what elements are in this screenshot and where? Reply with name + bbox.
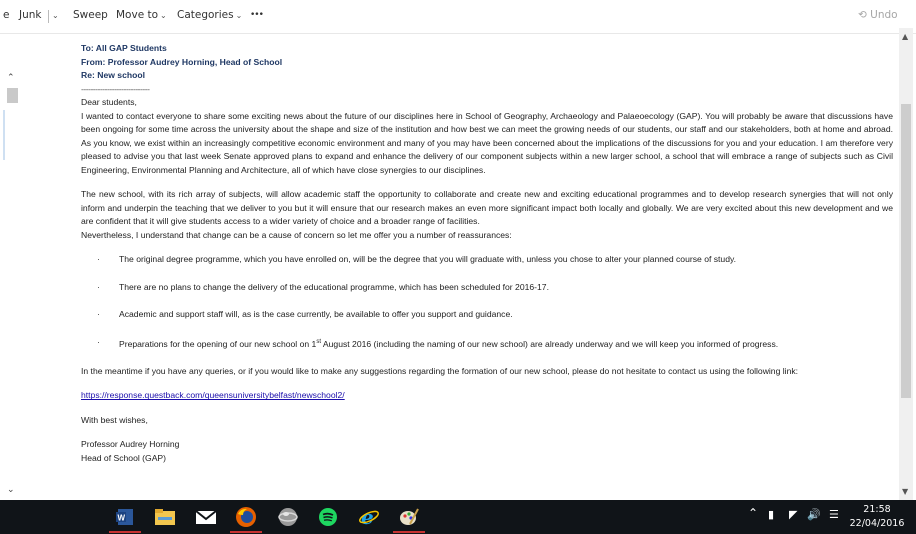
chevron-down-icon: ⌄ [235, 11, 243, 20]
left-scroll-thumb[interactable] [7, 88, 18, 103]
undo-icon: ⟲ [858, 9, 867, 21]
scroll-thumb[interactable] [901, 104, 911, 398]
app-sphere-icon[interactable] [276, 505, 300, 529]
selection-indicator [3, 110, 5, 160]
bullet-point: · [97, 309, 100, 319]
email-from-line: From: Professor Audrey Horning, Head of School [81, 56, 283, 67]
scroll-down-arrow-icon[interactable]: ▼ [902, 487, 909, 496]
left-scroll-down-arrow-icon[interactable]: ⌄ [7, 485, 15, 495]
bullet-point: · [97, 336, 100, 347]
list-item-text: Academic and support staff will, as is the case currently, be available to offer you support and guidance. [119, 309, 513, 319]
move-to-button[interactable] [116, 9, 167, 21]
internet-explorer-icon[interactable] [357, 505, 381, 529]
more-options-button[interactable]: ••• [250, 10, 263, 20]
email-subject-line: Re: New school [81, 70, 145, 80]
signature-title: Head of School (GAP) [81, 452, 167, 463]
survey-link[interactable]: https://response.questback.com/queensuniversitybelfast/newschool2/ [81, 390, 345, 401]
junk-button[interactable] [19, 9, 42, 21]
scroll-up-arrow-icon[interactable]: ▲ [902, 32, 909, 41]
list-item [81, 336, 893, 351]
junk-label: Junk [19, 9, 42, 21]
spotify-icon[interactable] [316, 505, 340, 529]
sign-off: With best wishes, [81, 414, 148, 425]
truncated-toolbar-item[interactable]: e [3, 9, 10, 21]
junk-dropdown[interactable] [50, 9, 59, 21]
ordinal-suffix: st [316, 338, 321, 345]
paragraph-contact: In the meantime if you have any queries, or if you would like to make any suggestions regarding the formation of our new school, please do not hesitate to contact us using the following link: [81, 365, 799, 376]
system-clock[interactable] [849, 503, 905, 531]
paragraph-new-school: The new school, with its rich array of subjects, will allow academic staff the opportunity to collaborate and create new and exciting educational programmes and to develop research synergies that will not only inform and underpin the teaching that we deliver to you but it will ensure that our research makes an even more significant impact both locally and globally. We are very excited about this new development and we are confident that it will give students access to a wider variety of choice and a broader range of facilities. [81, 189, 893, 226]
list-item-text: There are no plans to change the delivery of the educational programme, which has been scheduled for 2016-17. [119, 281, 549, 292]
signature-name: Professor Audrey Horning [81, 439, 180, 450]
svg-text:W: W [117, 513, 126, 523]
action-center-icon[interactable]: ☰ [829, 508, 839, 521]
email-to-line: To: All GAP Students [81, 43, 167, 53]
show-hidden-icons-chevron-icon[interactable]: ⌃ [748, 506, 759, 520]
undo-button[interactable] [858, 9, 898, 21]
chevron-down-icon: ⌄ [160, 11, 167, 20]
greeting: Dear students, [81, 97, 137, 107]
mail-toolbar [0, 0, 916, 34]
svg-text:e: e [361, 506, 374, 528]
file-explorer-icon[interactable] [153, 505, 177, 529]
clock-date: 22/04/2016 [849, 518, 905, 529]
paragraph-intro: I wanted to contact everyone to share some exciting news about the future of our disciplines here in School of Geography, Archaeology and Palaeoecology (GAP). You will probably be aware that discussions have been ongoing for some time across the university about the shape and size of the institution and how best we can meet the growing needs of our students, our staff and our stakeholders, both at home and abroad. As you know, we exist within an increasingly competitive economic environment and many of you may have been concerned about the implications of the discussions for you and your education. I am therefore very pleased to advise you that last week Senate approved plans to expand and enhance the delivery of our component subjects within a new larger school, a school that will embrace a range of subjects such as Civil Engineering, Environmental Planning and Architecture, all of which have close synergies to our disciplines. [81, 110, 893, 175]
list-item [81, 253, 893, 267]
bullet-point: · [97, 281, 100, 292]
bullet-point: · [97, 254, 100, 264]
word-app-icon[interactable] [113, 505, 137, 529]
categories-button[interactable] [177, 9, 242, 21]
list-item [81, 281, 893, 295]
firefox-icon[interactable] [234, 505, 258, 529]
list-item-text-end: August 2016 (including the naming of our new school) are already underway and we will keep you informed of progress. [320, 338, 779, 349]
email-body [81, 42, 893, 465]
sweep-button[interactable]: Sweep [73, 9, 108, 21]
chevron-down-icon: ⌄ [52, 11, 59, 20]
clock-time: 21:58 [863, 504, 891, 515]
battery-icon[interactable]: ▮ [768, 508, 775, 521]
left-pane-edge [0, 34, 22, 500]
undo-label: Undo [870, 9, 898, 21]
categories-label: Categories [177, 9, 234, 21]
windows-taskbar [0, 500, 916, 534]
list-item-text: The original degree programme, which you have enrolled on, will be the degree that you will graduate with, unless you chose to alter your planned course of study. [119, 254, 737, 264]
paint-app-icon[interactable] [397, 505, 421, 529]
list-item-text-start: Preparations for the opening of our new school on 1 [119, 338, 317, 349]
volume-icon[interactable]: 🔊 [807, 508, 821, 521]
mail-app-icon[interactable] [194, 505, 218, 529]
header-divider: ----------------------------- [81, 83, 150, 94]
move-to-label: Move to [116, 9, 159, 21]
paragraph-reassurance-intro: Nevertheless, I understand that change can be a cause of concern so let me offer you a number of reassurances: [81, 229, 512, 240]
left-scroll-up-arrow-icon[interactable]: ⌃ [7, 73, 15, 83]
list-item [81, 308, 893, 322]
toolbar-divider [48, 10, 49, 23]
wifi-icon[interactable]: ◤ [789, 508, 798, 521]
vertical-scrollbar[interactable] [899, 28, 913, 500]
